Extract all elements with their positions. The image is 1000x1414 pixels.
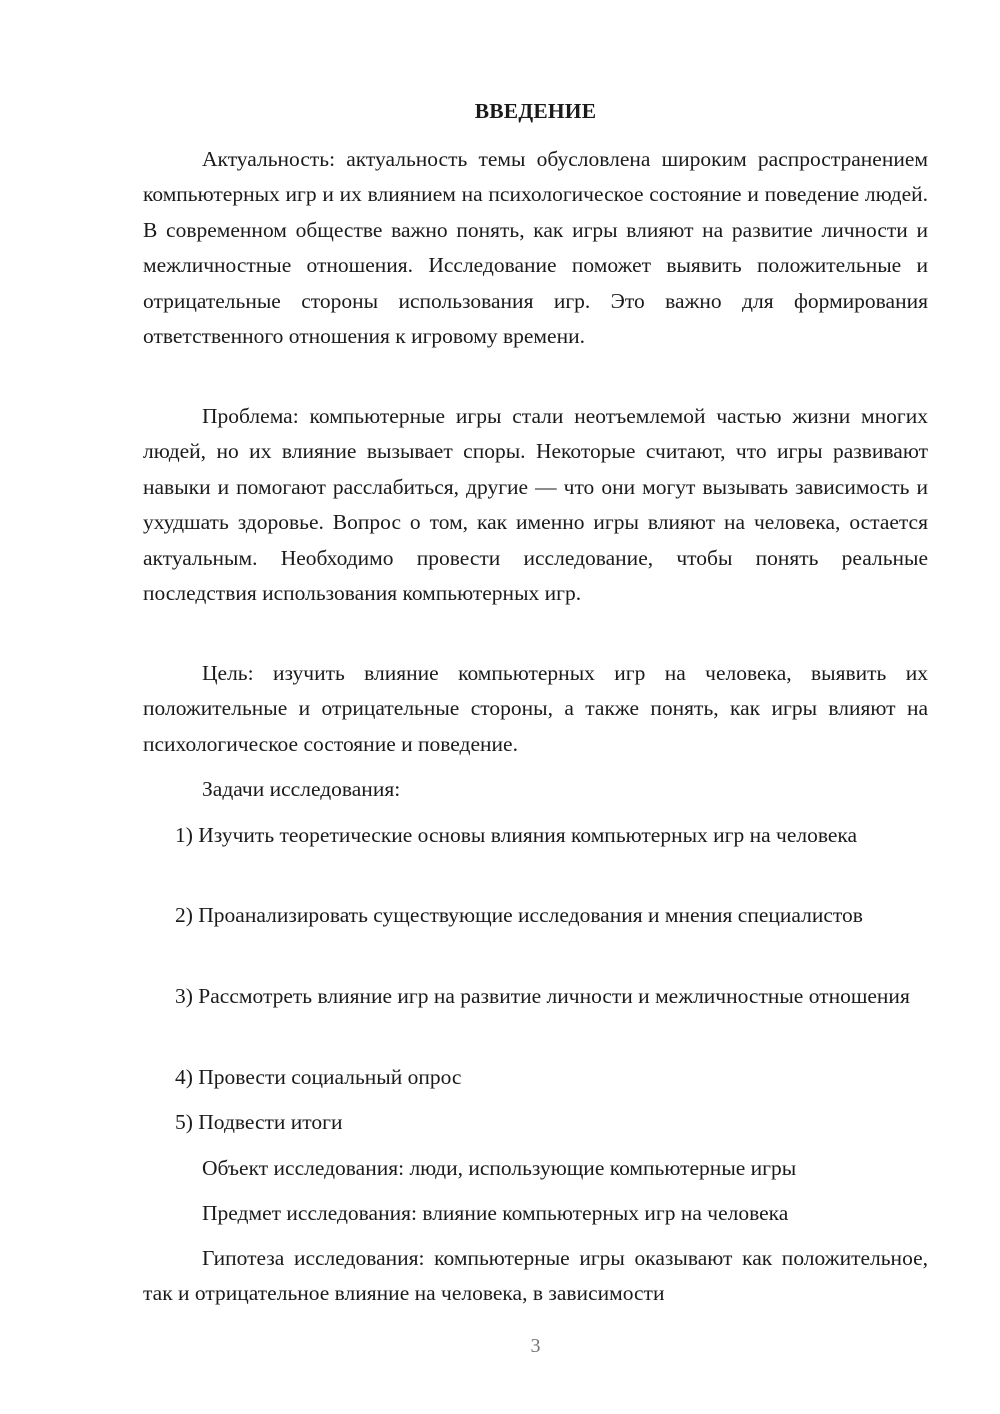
task-item-5: 5) Подвести итоги — [175, 1110, 343, 1134]
hypothesis-paragraph: Гипотеза исследования: компьютерные игры оказывают как положительное, так и отрицательное влияние на человека, в зависимости — [143, 1246, 928, 1306]
problem-paragraph: Проблема: компьютерные игры стали неотъемлемой частью жизни многих людей, но их влияние вызывает споры. Некоторые считают, что игры развивают навыки и помогают расслабиться, другие — что они могут вызывать зависимость и ухудшать здоровье. Вопрос о том, как именно игры влияют на человека, остается актуальным. Необходимо провести исследование, чтобы понять реальные последствия использования компьютерных игр. — [143, 404, 928, 606]
object-paragraph: Объект исследования: люди, использующие компьютерные игры — [202, 1156, 797, 1180]
task-item-2: 2) Проанализировать существующие исследования и мнения специалистов — [175, 903, 863, 927]
document-page — [143, 0, 928, 1414]
task-item-4: 4) Провести социальный опрос — [175, 1065, 462, 1089]
task-item-1: 1) Изучить теоретические основы влияния компьютерных игр на человека — [175, 823, 858, 847]
subject-paragraph: Предмет исследования: влияние компьютерных игр на человека — [202, 1201, 789, 1225]
goal-paragraph: Цель: изучить влияние компьютерных игр на человека, выявить их положительные и отрицательные стороны, а также понять, как игры влияют на психологическое состояние и поведение. — [143, 661, 928, 756]
page-number: 3 — [530, 1335, 541, 1357]
tasks-heading: Задачи исследования: — [202, 777, 401, 801]
relevance-paragraph: Актуальность: актуальность темы обусловлена широким распространением компьютерных игр и их влиянием на психологическое состояние и поведение людей. В современном обществе важно понять, как игры влияют на развитие личности и межличностные отношения. Исследование поможет выявить положительные и отрицательные стороны использования игр. Это важно для формирования ответственного отношения к игровому времени. — [143, 147, 928, 349]
task-item-3: 3) Рассмотреть влияние игр на развитие личности и межличностные отношения — [175, 984, 910, 1008]
page-title: ВВЕДЕНИЕ — [474, 99, 597, 123]
